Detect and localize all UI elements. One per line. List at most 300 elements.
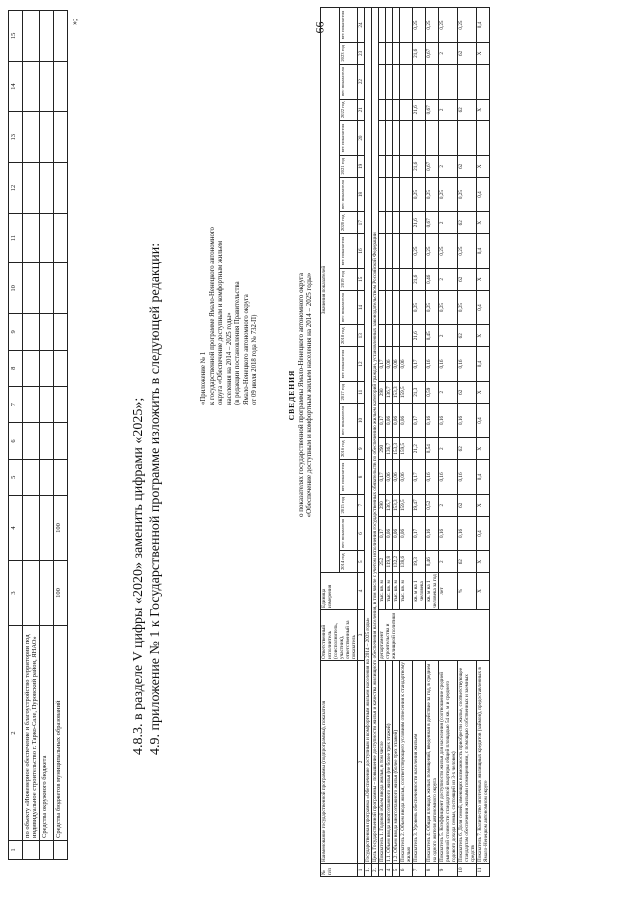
section-heading: СВЕДЕНИЯ bbox=[287, 369, 296, 421]
table-row bbox=[393, 8, 400, 877]
value-cell bbox=[386, 64, 393, 99]
value-cell bbox=[393, 8, 400, 43]
table-row bbox=[379, 8, 386, 877]
value-cell bbox=[393, 156, 400, 178]
value-cell: 21,6 bbox=[413, 268, 426, 290]
row-number: 3 bbox=[379, 864, 386, 877]
value-cell bbox=[379, 121, 386, 156]
table-header-row bbox=[9, 11, 23, 860]
header-weight: вес показателя bbox=[339, 347, 358, 382]
value-cell: 153,3 bbox=[393, 494, 400, 516]
value-cell: 0,16 bbox=[439, 460, 458, 495]
value-cell bbox=[379, 156, 386, 178]
col-num: 1 bbox=[9, 841, 23, 860]
col-num: 16 bbox=[358, 234, 365, 269]
header-weight: вес показателя bbox=[339, 177, 358, 212]
col-num: 15 bbox=[9, 11, 23, 62]
value-cell bbox=[386, 99, 393, 121]
col-num: 8 bbox=[9, 350, 23, 386]
value-cell bbox=[386, 156, 393, 178]
value-cell: 0,45 bbox=[426, 325, 439, 347]
row-name: по объекту «Инженерное обеспечение и благоустройство территории под индивидуальное строительство г. Тарко-Сале, Пуровский район, ЯНАО» bbox=[23, 626, 40, 841]
value-cell: 119,8 bbox=[386, 551, 393, 573]
value-cell: 62 bbox=[458, 43, 477, 65]
value-cell: 0,16 bbox=[458, 516, 477, 551]
value-cell: X bbox=[477, 268, 490, 290]
value-cell: 2 bbox=[439, 212, 458, 234]
table-row bbox=[365, 8, 372, 877]
value-cell: 136,7 bbox=[386, 381, 393, 403]
value-cell bbox=[379, 64, 386, 99]
value-cell: 0,54 bbox=[426, 438, 439, 460]
indicator-name: Показатель 2. Объем ввода жилья, соответствующего условиям отнесения к стандартному жилью bbox=[400, 662, 412, 862]
value-cell bbox=[439, 121, 458, 156]
value-cell: 159,5 bbox=[400, 438, 413, 460]
header-weight: вес показателя bbox=[339, 8, 358, 43]
value-cell: 0,16 bbox=[439, 516, 458, 551]
cell bbox=[23, 560, 40, 625]
value-cell bbox=[393, 234, 400, 269]
indicator-name: Показатель 3. Уровень обеспеченности населения жильем bbox=[413, 661, 426, 864]
header-weight: вес показателя bbox=[339, 290, 358, 325]
header-year: 2023 год bbox=[339, 43, 358, 65]
value-cell: 62 bbox=[458, 381, 477, 403]
value-cell bbox=[400, 177, 413, 212]
column-number-row bbox=[358, 8, 365, 877]
value-cell: 21,6 bbox=[413, 212, 426, 234]
value-cell: 0,25 bbox=[413, 177, 426, 212]
unit: лет bbox=[439, 573, 458, 610]
value-cell: X bbox=[477, 551, 490, 573]
row-number: 6 bbox=[400, 864, 413, 877]
value-cell: 0,17 bbox=[413, 347, 426, 382]
row-number: 8 bbox=[426, 864, 439, 877]
value-cell: 0,06 bbox=[400, 516, 413, 551]
value-cell: 0,06 bbox=[386, 347, 393, 382]
col-num: 4 bbox=[9, 495, 23, 560]
value-cell: 0,16 bbox=[426, 347, 439, 382]
value-cell bbox=[393, 64, 400, 99]
amendment-line: 4.8.3. в разделе V цифры «2020» заменить цифрами «2025»; bbox=[131, 397, 146, 755]
value-cell: 0,25 bbox=[458, 290, 477, 325]
row-number: 5 bbox=[393, 864, 400, 877]
value-cell: 0,16 bbox=[458, 403, 477, 438]
indicators-table bbox=[320, 7, 490, 877]
value-cell: 0,16 bbox=[458, 347, 477, 382]
value-cell: 2 bbox=[439, 43, 458, 65]
value-cell: 0,67 bbox=[426, 212, 439, 234]
cell: 100 bbox=[54, 560, 68, 625]
indicator-name: 1.1. Объем ввода многоэтажного жилья (не более трех этажей) bbox=[386, 661, 393, 864]
value-cell: 159,5 bbox=[400, 494, 413, 516]
unit: % bbox=[458, 573, 477, 610]
value-cell: 0,06 bbox=[393, 460, 400, 495]
value-cell: 21,6 bbox=[413, 43, 426, 65]
col-num: 6 bbox=[9, 423, 23, 459]
value-cell: 0,06 bbox=[386, 460, 393, 495]
col-num: 23 bbox=[358, 43, 365, 65]
value-cell: 0,06 bbox=[386, 403, 393, 438]
value-cell: 0,25 bbox=[458, 8, 477, 43]
header-year: 2014 год bbox=[339, 551, 358, 573]
value-cell: 0,4 bbox=[477, 403, 490, 438]
page-number: 66 bbox=[312, 21, 327, 34]
header-weight: вес показателя bbox=[339, 403, 358, 438]
header-year: 2020 год bbox=[339, 212, 358, 234]
unit: тыс. кв. м bbox=[386, 573, 393, 610]
value-cell: 0,06 bbox=[393, 347, 400, 382]
unit: кв. м на 1 человека за год bbox=[426, 574, 438, 608]
value-cell: 2 bbox=[439, 551, 458, 573]
col-num: 24 bbox=[358, 8, 365, 43]
table-row bbox=[40, 11, 54, 860]
value-cell: 0,16 bbox=[426, 403, 439, 438]
value-cell bbox=[379, 99, 386, 121]
value-cell: 153,3 bbox=[393, 381, 400, 403]
value-cell bbox=[379, 43, 386, 65]
program-row: Государственная программа «Обеспечение доступным и комфортным жильем населения на 2014 – 2025 годы» bbox=[365, 8, 372, 864]
unit: X bbox=[477, 573, 490, 610]
col-num: 12 bbox=[358, 347, 365, 382]
appendix-line: населения на 2014 – 2025 годы» bbox=[225, 312, 233, 405]
table-row bbox=[372, 8, 379, 877]
value-cell bbox=[386, 43, 393, 65]
value-cell: 62 bbox=[458, 99, 477, 121]
value-cell: 138,6 bbox=[400, 551, 413, 573]
indicator-name: Показатель 4. Общая площадь жилых помещений, введенная в действие за год, в среднем на одного жителя автономного округа bbox=[426, 661, 439, 864]
header-year: 2019 год bbox=[339, 268, 358, 290]
col-num: 15 bbox=[358, 268, 365, 290]
value-cell: 21,3 bbox=[413, 381, 426, 403]
value-cell: 0,16 bbox=[439, 347, 458, 382]
appendix-header bbox=[200, 227, 260, 405]
value-cell: 290 bbox=[379, 494, 386, 516]
value-cell: 0,17 bbox=[379, 403, 386, 438]
table-row bbox=[23, 11, 40, 860]
value-cell: X bbox=[477, 99, 490, 121]
col-num: 2 bbox=[9, 626, 23, 841]
value-cell bbox=[400, 99, 413, 121]
value-cell bbox=[393, 121, 400, 156]
value-cell: 21,6 bbox=[413, 325, 426, 347]
indicator-name: 1.2. Объем ввода многоэтажного жилья (более трех этажей) bbox=[393, 661, 400, 864]
col-num: 9 bbox=[9, 314, 23, 350]
value-cell bbox=[386, 121, 393, 156]
unit: тыс. кв. м bbox=[400, 573, 413, 610]
indicator-name: Показатель 7. Количество ипотечных жилищных кредитов (займов), предоставленных в Ямало-Ненецком автономном округе bbox=[477, 661, 490, 864]
value-cell bbox=[379, 290, 386, 325]
value-cell: 0,52 bbox=[426, 494, 439, 516]
value-cell: 19,3 bbox=[413, 551, 426, 573]
col-num: 3 bbox=[358, 610, 365, 661]
value-cell bbox=[386, 234, 393, 269]
unit: тыс. кв. м bbox=[379, 573, 386, 610]
row-number: 10 bbox=[458, 864, 477, 877]
appendix-line: Ямало-Ненецкого автономного округа bbox=[242, 294, 250, 405]
col-num: 12 bbox=[9, 163, 23, 214]
appendix-line: от 09 июля 2018 года № 732-П) bbox=[251, 314, 258, 405]
header-year: 2018 год bbox=[339, 325, 358, 347]
value-cell: X bbox=[477, 494, 490, 516]
value-cell: 0,4 bbox=[477, 234, 490, 269]
cell bbox=[40, 560, 54, 625]
row-number: 1. bbox=[365, 864, 372, 877]
table-row bbox=[458, 8, 477, 877]
value-cell: 0,17 bbox=[413, 460, 426, 495]
indicator-name: Показатель 6. Доля семей, имеющих возможность приобрести жилье, соответствующее стандартам обеспечения жилыми помещениями, с помощью собственных и заемных средств bbox=[458, 661, 477, 864]
value-cell: 159,5 bbox=[400, 381, 413, 403]
col-num: 13 bbox=[358, 325, 365, 347]
value-cell: 0,25 bbox=[458, 234, 477, 269]
value-cell bbox=[426, 121, 439, 156]
row-name: Средства окружного бюджета bbox=[40, 626, 54, 841]
appendix-line: «Приложение № 1 bbox=[200, 351, 207, 405]
header-year: 2016 год bbox=[339, 438, 358, 460]
value-cell: 62 bbox=[458, 156, 477, 178]
col-num: 14 bbox=[9, 61, 23, 112]
col-num: 18 bbox=[358, 177, 365, 212]
value-cell bbox=[393, 177, 400, 212]
value-cell bbox=[400, 121, 413, 156]
cell bbox=[23, 495, 40, 560]
value-cell: 136,7 bbox=[386, 438, 393, 460]
col-num: 5 bbox=[9, 459, 23, 495]
value-cell bbox=[393, 268, 400, 290]
value-cell: 0,17 bbox=[379, 516, 386, 551]
value-cell: X bbox=[477, 325, 490, 347]
row-number: 2. bbox=[372, 864, 379, 877]
value-cell: 21,6 bbox=[413, 99, 426, 121]
col-num: 3 bbox=[9, 560, 23, 625]
value-cell: 0,67 bbox=[426, 99, 439, 121]
value-cell: 0,25 bbox=[413, 290, 426, 325]
header-year: 2015 год bbox=[339, 494, 358, 516]
value-cell bbox=[400, 234, 413, 269]
quote-end-mark: »; bbox=[70, 18, 79, 25]
value-cell: 0,16 bbox=[426, 516, 439, 551]
value-cell: X bbox=[477, 156, 490, 178]
col-num: 6 bbox=[358, 516, 365, 551]
value-cell: X bbox=[477, 212, 490, 234]
value-cell: 0,4 bbox=[477, 347, 490, 382]
value-cell: 290 bbox=[379, 438, 386, 460]
section-subtitle: о показателях государственной программы Ямало-Ненецкого автономного округа bbox=[296, 273, 305, 517]
col-num: 7 bbox=[9, 386, 23, 422]
value-cell: 0,4 bbox=[477, 177, 490, 212]
value-cell: 0,16 bbox=[426, 460, 439, 495]
col-num: 10 bbox=[358, 403, 365, 438]
appendix-line: к государственной программе Ямало-Ненецкого автономного bbox=[208, 227, 216, 405]
header-weight: вес показателя bbox=[339, 121, 358, 156]
value-cell: 2 bbox=[439, 438, 458, 460]
value-cell: X bbox=[477, 381, 490, 403]
value-cell bbox=[386, 290, 393, 325]
table-row bbox=[426, 8, 439, 877]
header-name: Наименование государственной программы (подпрограммы), показателя bbox=[321, 661, 358, 864]
value-cell bbox=[379, 8, 386, 43]
col-num: 1 bbox=[358, 864, 365, 877]
value-cell: 62 bbox=[458, 268, 477, 290]
value-cell bbox=[386, 325, 393, 347]
indicator-name: Показатель 1. Годовой объем ввода жилья, в том числе bbox=[379, 661, 386, 864]
value-cell: 0,4 bbox=[477, 8, 490, 43]
value-cell: 0,25 bbox=[426, 177, 439, 212]
value-cell: 62 bbox=[458, 212, 477, 234]
value-cell: 0,25 bbox=[413, 8, 426, 43]
cell: 100 bbox=[54, 495, 68, 560]
value-cell bbox=[393, 99, 400, 121]
value-cell: 0,25 bbox=[439, 234, 458, 269]
svedenia-title bbox=[288, 155, 314, 635]
value-cell: 0,17 bbox=[379, 460, 386, 495]
unit: тыс. кв. м bbox=[393, 573, 400, 610]
value-cell: 2 bbox=[439, 268, 458, 290]
value-cell bbox=[400, 290, 413, 325]
value-cell: 0,4 bbox=[477, 290, 490, 325]
col-num: 10 bbox=[9, 263, 23, 314]
header-responsible: Ответственный исполнитель (соисполнитель, участник), ответственный за показатель bbox=[321, 610, 358, 661]
value-cell bbox=[413, 64, 426, 99]
value-cell bbox=[400, 156, 413, 178]
value-cell: 0,59 bbox=[426, 381, 439, 403]
header-values: Значения показателей bbox=[321, 8, 340, 573]
value-cell: 0,25 bbox=[426, 234, 439, 269]
value-cell: 2 bbox=[439, 99, 458, 121]
value-cell: 0,25 bbox=[458, 177, 477, 212]
value-cell: 2 bbox=[439, 325, 458, 347]
header-year: 2022 год bbox=[339, 99, 358, 121]
value-cell: 0,17 bbox=[379, 347, 386, 382]
value-cell: 19,47 bbox=[413, 494, 426, 516]
col-num: 4 bbox=[358, 573, 365, 610]
funding-table bbox=[8, 10, 68, 860]
header-weight: вес показателя bbox=[339, 516, 358, 551]
value-cell: 0,46 bbox=[426, 268, 439, 290]
table-row bbox=[386, 8, 393, 877]
col-num: 11 bbox=[358, 381, 365, 403]
value-cell: 136,7 bbox=[386, 494, 393, 516]
indicator-name: Показатель 5. Коэффициент доступности жилья для населения (соотношение средней рыночной стоимости стандартной квартиры общей площадью 54 кв. м и среднего годового дохода семьи, состоящей из 3-х человек) bbox=[439, 661, 458, 864]
value-cell: 2 bbox=[439, 381, 458, 403]
responsible-executor: департамент строительства и жилищной политики bbox=[379, 610, 490, 661]
col-num: 22 bbox=[358, 64, 365, 99]
value-cell: 0,25 bbox=[439, 177, 458, 212]
value-cell: 0,17 bbox=[413, 403, 426, 438]
value-cell bbox=[386, 177, 393, 212]
value-cell: 153,3 bbox=[393, 438, 400, 460]
section-subtitle: «Обеспечение доступным и комфортным жильем населения на 2014 – 2025 годы» bbox=[305, 272, 313, 518]
row-number: 7 bbox=[413, 864, 426, 877]
value-cell: 0,06 bbox=[393, 516, 400, 551]
header-weight: вес показателя bbox=[339, 460, 358, 495]
header-weight: вес показателя bbox=[339, 234, 358, 269]
value-cell: X bbox=[477, 438, 490, 460]
value-cell bbox=[426, 64, 439, 99]
value-cell: 0,67 bbox=[426, 43, 439, 65]
value-cell bbox=[400, 43, 413, 65]
col-num: 17 bbox=[358, 212, 365, 234]
value-cell: 21,2 bbox=[413, 438, 426, 460]
value-cell bbox=[477, 121, 490, 156]
col-num: 9 bbox=[358, 438, 365, 460]
col-num: 5 bbox=[358, 551, 365, 573]
value-cell: 0,4 bbox=[477, 516, 490, 551]
table-row bbox=[400, 8, 413, 877]
header-no: № п/п bbox=[321, 864, 358, 877]
value-cell bbox=[393, 43, 400, 65]
value-cell: 62 bbox=[458, 438, 477, 460]
value-cell bbox=[393, 212, 400, 234]
table-row bbox=[477, 8, 490, 877]
value-cell bbox=[393, 290, 400, 325]
value-cell: X bbox=[477, 43, 490, 65]
value-cell bbox=[477, 64, 490, 99]
table-header-row bbox=[321, 8, 340, 877]
value-cell: 0,25 bbox=[426, 8, 439, 43]
value-cell bbox=[379, 325, 386, 347]
value-cell: 0,25 bbox=[439, 8, 458, 43]
value-cell bbox=[379, 268, 386, 290]
value-cell: 132,2 bbox=[393, 551, 400, 573]
col-num: 11 bbox=[9, 213, 23, 263]
col-num: 21 bbox=[358, 99, 365, 121]
value-cell: 0,06 bbox=[386, 516, 393, 551]
header-unit: Единица измерения bbox=[321, 573, 358, 610]
value-cell bbox=[379, 177, 386, 212]
header-year: 2017 год bbox=[339, 381, 358, 403]
value-cell bbox=[400, 212, 413, 234]
header-weight: вес показателя bbox=[339, 64, 358, 99]
col-num: 14 bbox=[358, 290, 365, 325]
col-num: 7 bbox=[358, 494, 365, 516]
value-cell bbox=[393, 325, 400, 347]
value-cell: 252 bbox=[379, 551, 386, 573]
value-cell bbox=[400, 325, 413, 347]
value-cell: 2 bbox=[439, 494, 458, 516]
value-cell: 0,16 bbox=[458, 460, 477, 495]
goal-row: Цель Государственной программы – повышение доступности жилья и качества жилищного обеспечения населения, в том числе с учетом исполнения государственных обязательств по обеспечению жильем категорий граждан, установленных законодательством Российской Федерации bbox=[372, 8, 379, 864]
value-cell: 0,17 bbox=[413, 516, 426, 551]
cell bbox=[40, 495, 54, 560]
value-cell: 0,06 bbox=[393, 403, 400, 438]
value-cell: 290 bbox=[379, 381, 386, 403]
value-cell bbox=[400, 64, 413, 99]
value-cell: 0,25 bbox=[439, 290, 458, 325]
value-cell: 2 bbox=[439, 156, 458, 178]
header-year: 2021 год bbox=[339, 156, 358, 178]
row-number: 11 bbox=[477, 864, 490, 877]
row-number: 4 bbox=[386, 864, 393, 877]
table-row bbox=[54, 11, 68, 860]
col-num: 20 bbox=[358, 121, 365, 156]
value-cell: 62 bbox=[458, 325, 477, 347]
amendment-text bbox=[130, 243, 164, 755]
value-cell: 21,6 bbox=[413, 156, 426, 178]
amendment-line: 4.9. приложение № 1 к Государственной программе изложить в следующей редакции: bbox=[148, 242, 163, 755]
value-cell bbox=[379, 212, 386, 234]
value-cell: 0,06 bbox=[400, 460, 413, 495]
value-cell: 0,06 bbox=[400, 347, 413, 382]
value-cell bbox=[400, 268, 413, 290]
value-cell bbox=[386, 8, 393, 43]
col-num: 19 bbox=[358, 156, 365, 178]
unit: кв. м на 1 человека bbox=[413, 573, 426, 610]
appendix-line: (в редакции постановления Правительства bbox=[234, 281, 241, 405]
value-cell bbox=[439, 64, 458, 99]
value-cell bbox=[458, 121, 477, 156]
value-cell bbox=[400, 8, 413, 43]
value-cell: 62 bbox=[458, 551, 477, 573]
